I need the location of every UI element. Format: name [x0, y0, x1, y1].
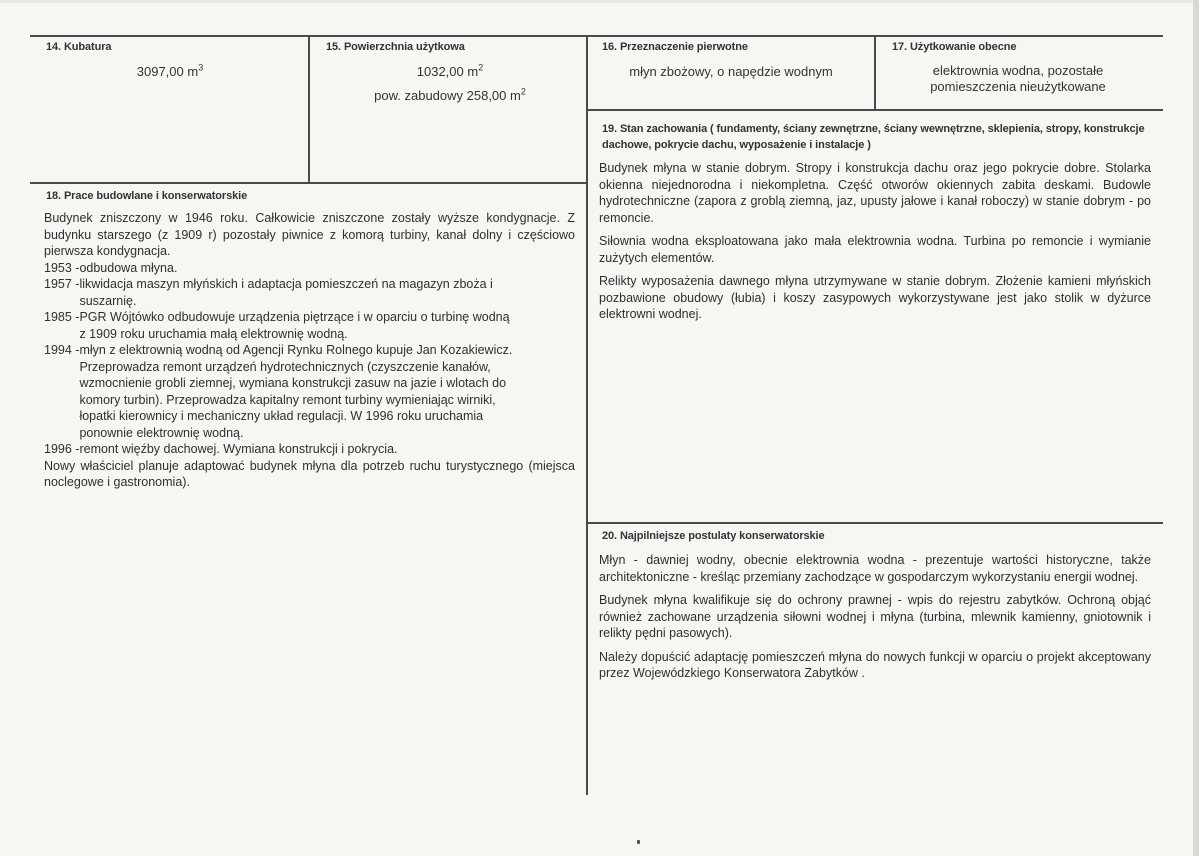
field14-header: 14. Kubatura — [46, 41, 112, 53]
field15-value1-text: 1032,00 m — [416, 64, 479, 79]
entry-1994 — [44, 342, 575, 441]
field17-value — [880, 63, 1156, 95]
field15-sup1: 2 — [478, 62, 484, 73]
field20-content — [599, 552, 1151, 689]
top-border — [30, 35, 1163, 37]
field15-usable-area — [330, 62, 570, 82]
entry-1994-line6: ponownie elektrownię wodną. — [79, 425, 244, 440]
entry-1996 — [44, 441, 575, 458]
entry-1985 — [44, 309, 575, 342]
entry-1994-body — [79, 342, 575, 441]
field19-paragraph-3: Relikty wyposażenia dawnego młyna utrzymywane w stanie dobrym. Złożenie kamieni młyńskich pozbawione obudowy (łubia) i koszy zasypowych wykorzystywane jest jako stolik w dyżurce elektrowni wodnej. — [599, 274, 1151, 321]
entry-1957-line1: likwidacja maszyn młyńskich i adaptacja pomieszczeń na magazyn zboża i — [79, 277, 493, 291]
entry-1985-body — [79, 309, 575, 342]
field15-value2-text: pow. zabudowy 258,00 m — [374, 88, 521, 103]
entry-1994-line5: łopatki kierownicy i mechaniczny układ regulacji. W 1996 roku uruchamia — [79, 409, 484, 423]
field19-paragraph-2: Siłownia wodna eksploatowana jako mała elektrownia wodna. Turbina po remoncie i wymianie zużytych elementów. — [599, 234, 1151, 265]
field15-value — [330, 62, 570, 106]
scan-top-edge — [0, 0, 1199, 3]
entry-1953 — [44, 260, 575, 277]
field15-built-area — [330, 86, 570, 106]
field20-paragraph-3: Należy dopuścić adaptację pomieszczeń młyna do nowych funkcji w oparciu o projekt akceptowany przez Wojewódzkiego Konserwatora Zabytków . — [599, 649, 1151, 680]
entry-1957 — [44, 276, 575, 309]
field19-paragraph-1: Budynek młyna w stanie dobrym. Stropy i konstrukcja dachu oraz jego pokrycie dobre. Stolarka okienna niejednorodna i niekompletna. Część otworów okiennych zabita deskami. Budowle hydrotechniczne (zapora z groblą ziemną, jaz, upusty jałowe i kanał roboczy) w stanie dobrym - po remoncie. — [599, 161, 1151, 225]
field16-header: 16. Przeznaczenie pierwotne — [602, 41, 748, 53]
field18-content — [44, 210, 575, 498]
entry-1996-text: remont więźby dachowej. Wymiana konstrukcji i pokrycia. — [79, 442, 398, 456]
entry-1985-year: 1985 - — [44, 310, 80, 324]
entry-1994-line1: młyn z elektrownią wodną od Agencji Rynku Rolnego kupuje Jan Kozakiewicz. — [79, 343, 513, 357]
divider-14-15 — [308, 35, 310, 183]
field16-value: młyn zbożowy, o napędzie wodnym — [629, 64, 833, 79]
scan-right-edge — [1193, 0, 1199, 856]
entry-1994-line3: wzmocnienie grobli ziemnej, wymiana konstrukcji zasuw na jazie i wlotach do — [79, 376, 507, 390]
field17-value-line2: pomieszczenia nieużytkowane — [930, 79, 1106, 94]
entry-1957-body — [79, 276, 575, 309]
field20-top-border — [587, 522, 1163, 524]
entry-1957-line2: suszarnię. — [79, 293, 137, 308]
field18-outro: Nowy właściciel planuje adaptować budynek młyna dla potrzeb ruchu turystycznego (miejsca noclegowe i gastronomia). — [44, 458, 575, 489]
field18-header: 18. Prace budowlane i konserwatorskie — [46, 190, 248, 202]
field17-header: 17. Użytkowanie obecne — [892, 41, 1017, 53]
field20-paragraph-2: Budynek młyna kwalifikuje się do ochrony prawnej - wpis do rejestru zabytków. Ochroną objąć również zachowane urządzenia siłowni wodnej i młyna (turbina, mlewnik kamienny, gniotownik i relikty pędni pasowych). — [599, 593, 1151, 640]
entry-1985-line2: z 1909 roku uruchamia małą elektrownię wodną. — [79, 326, 348, 341]
entry-1985-line1: PGR Wójtówko odbudowuje urządzenia piętrzące i w oparciu o turbinę wodną — [79, 310, 510, 324]
entry-1994-line2: Przeprowadza remont urządzeń hydrotechnicznych (czyszczenie kanałów, — [79, 359, 491, 374]
entry-1957-year: 1957 - — [44, 277, 80, 291]
entry-1996-year: 1996 - — [44, 442, 80, 456]
entry-1953-text: odbudowa młyna. — [79, 260, 178, 275]
entry-1994-year: 1994 - — [44, 343, 80, 357]
field15-header: 15. Powierzchnia użytkowa — [326, 41, 465, 53]
field20-paragraph-1: Młyn - dawniej wodny, obecnie elektrownia wodna - prezentuje wartości historyczne, także architektoniczne - kreśląc przemiany zachodzące w gospodarczym wykorzystaniu energii wodnej. — [599, 553, 1151, 584]
field14-value-text: 3097,00 m — [136, 64, 199, 79]
field17-value-line1: elektrownia wodna, pozostałe — [932, 63, 1104, 78]
field18-intro: Budynek zniszczony w 1946 roku. Całkowicie zniszczone zostały wyższe kondygnacje. Z budynku starszego (z 1909 r) pozostały piwnice z komorą turbiny, kanał dolny i częściowo pierwsza kondygnacja. — [44, 211, 575, 258]
field15-sup2: 2 — [520, 86, 526, 97]
scan-mark — [637, 840, 640, 844]
field14-unit-sup: 3 — [198, 62, 204, 73]
field20-header: 20. Najpilniejsze postulaty konserwatorskie — [602, 530, 825, 542]
field14-value — [90, 62, 250, 82]
field19-header: 19. Stan zachowania ( fundamenty, ściany zewnętrzne, ściany wewnętrzne, sklepienia, stropy, konstrukcje dachowe, pokrycie dachu, wyposażenie i instalacje ) — [602, 123, 1145, 151]
entry-1994-line4: komory turbin). Przeprowadza kapitalny remont turbiny wymieniając wirniki, — [79, 392, 496, 407]
divider-16-17 — [874, 35, 876, 110]
divider-15-16 — [586, 35, 588, 795]
field19-content — [599, 160, 1151, 330]
entry-1953-year: 1953 - — [44, 260, 80, 275]
